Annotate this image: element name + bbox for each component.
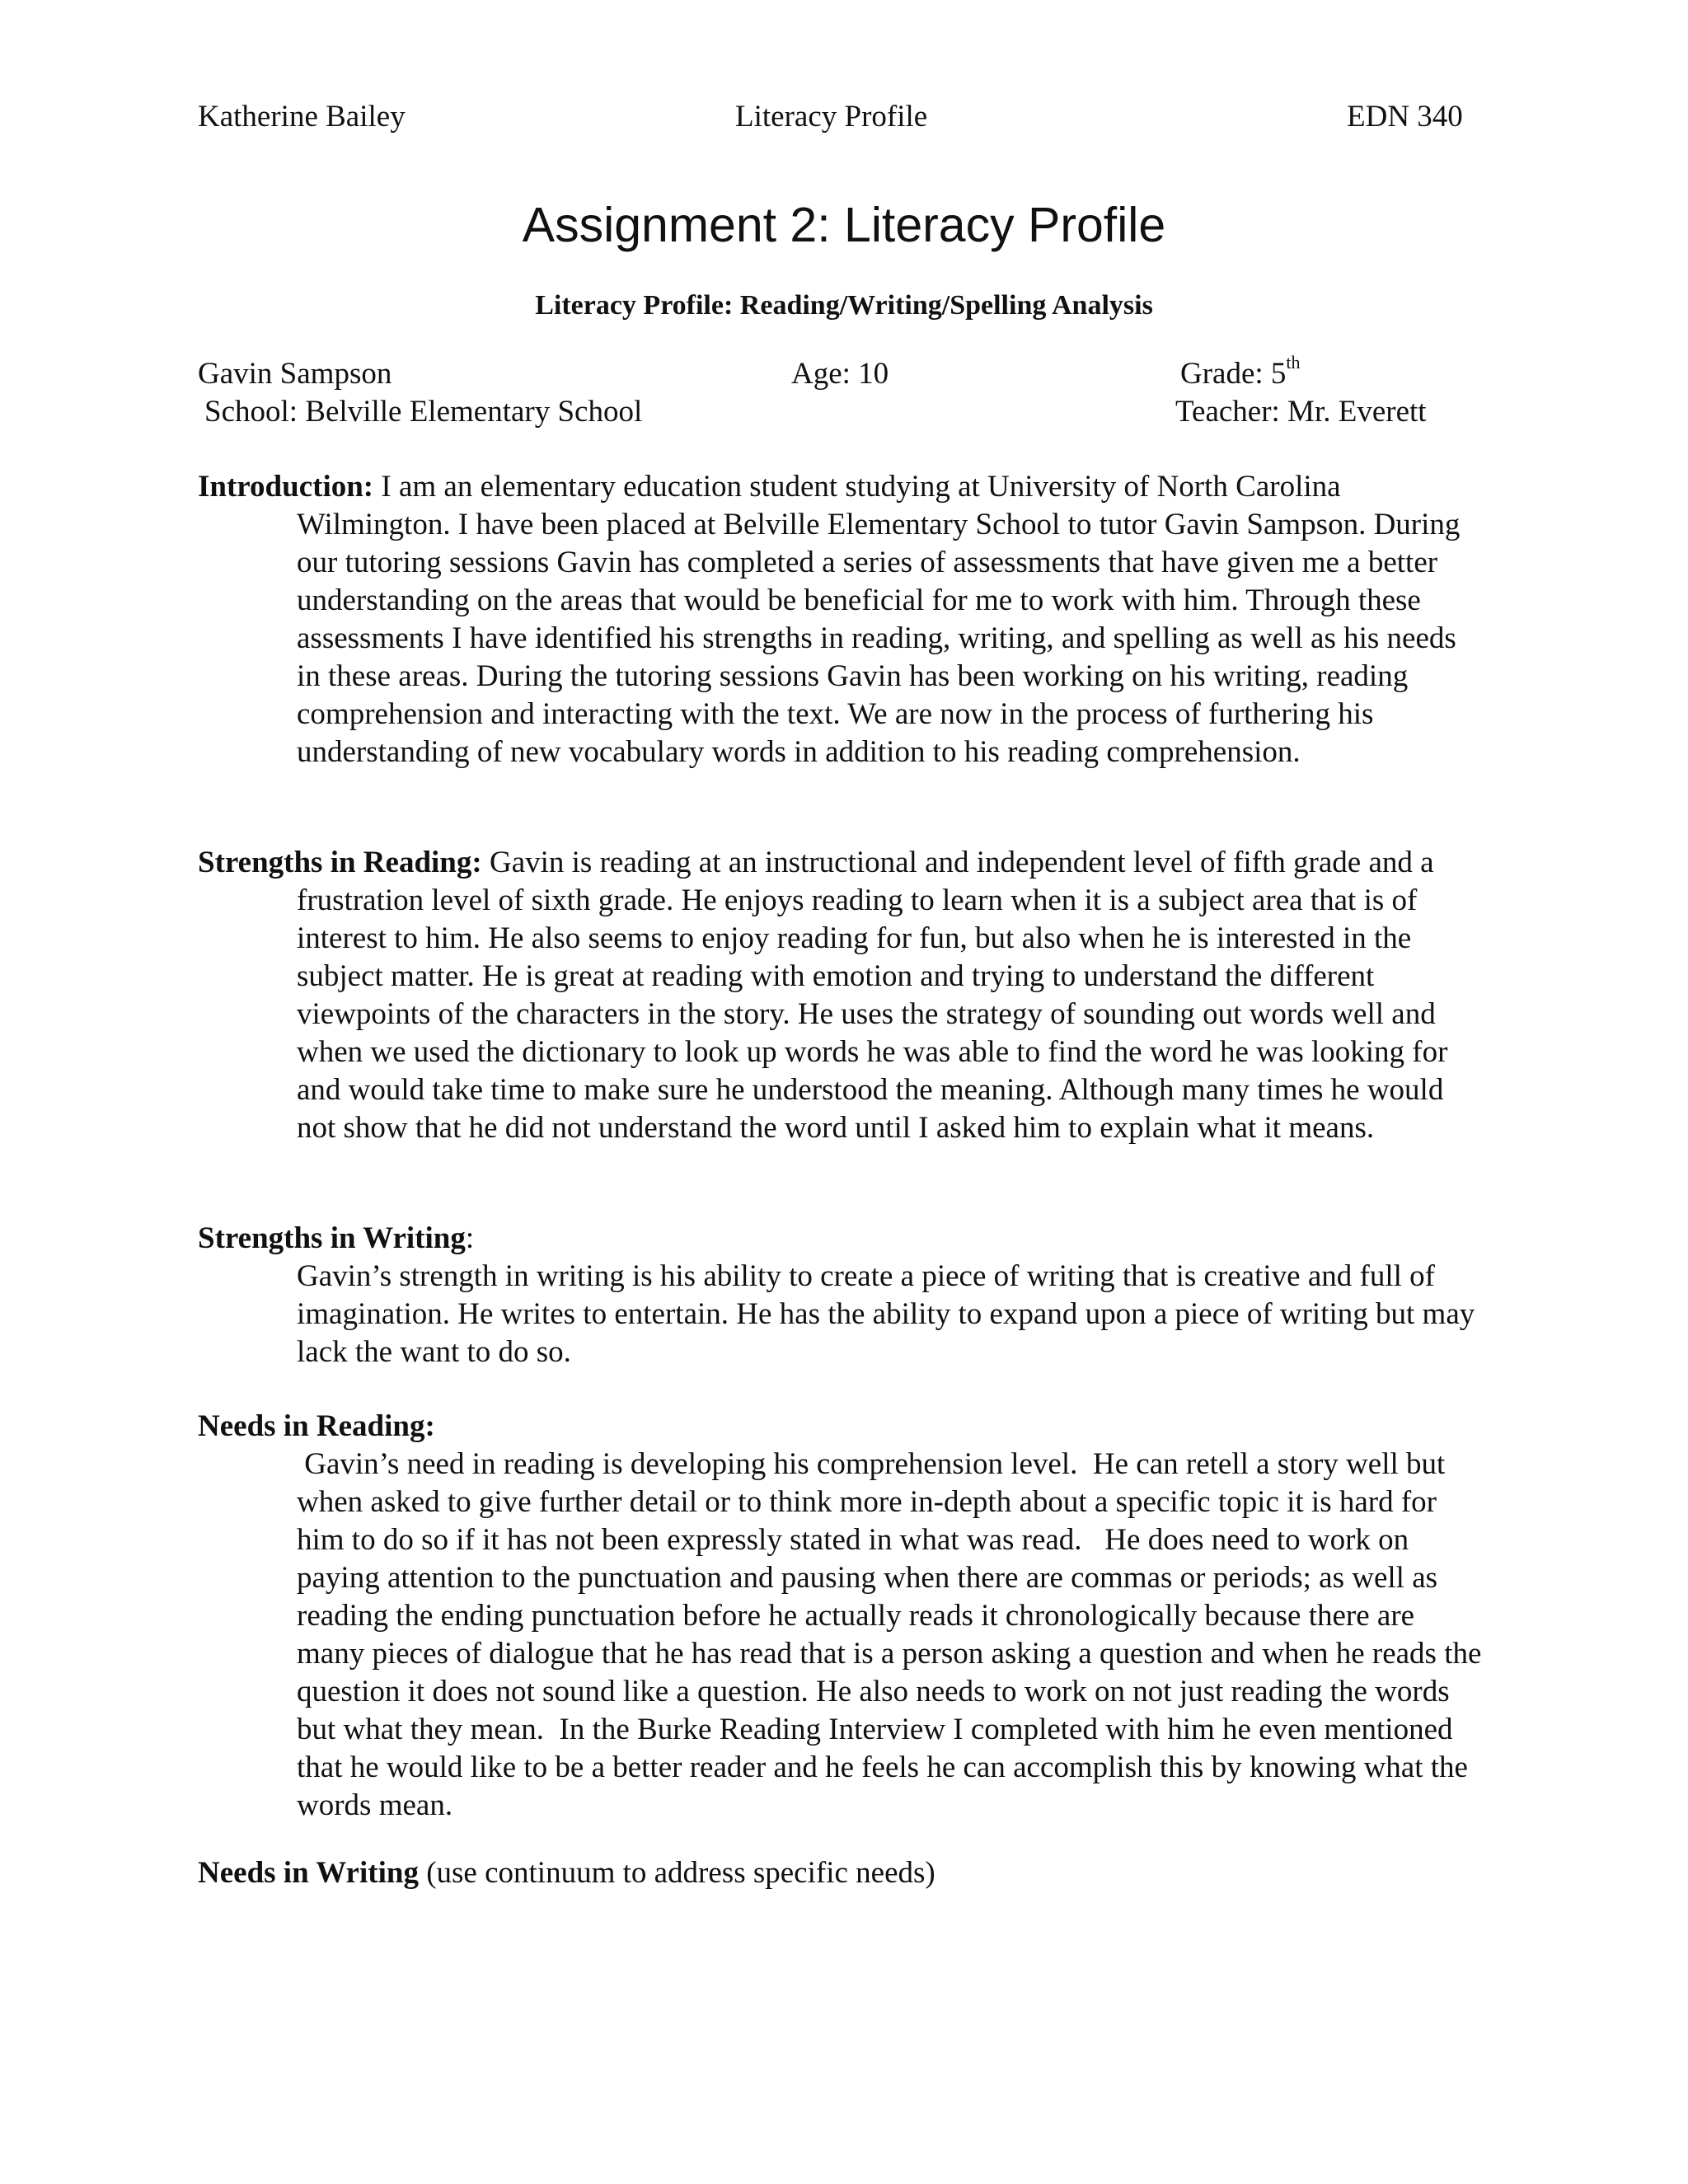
strengths-reading-paragraph xyxy=(198,844,1484,1147)
introduction-paragraph xyxy=(198,468,1484,771)
page-subtitle: Literacy Profile: Reading/Writing/Spelling Analysis xyxy=(535,290,1153,321)
student-teacher: Teacher: Mr. Everett xyxy=(1175,395,1427,429)
needs-writing-paragraph xyxy=(198,1854,1484,1892)
needs-writing-text: (use continuum to address specific needs) xyxy=(418,1856,935,1890)
strengths-writing-colon: : xyxy=(465,1221,475,1255)
header-author: Katherine Bailey xyxy=(198,100,406,134)
introduction-label: Introduction: xyxy=(198,470,374,504)
needs-writing-label: Needs in Writing xyxy=(198,1856,419,1890)
strengths-reading-label: Strengths in Reading: xyxy=(198,846,482,879)
strengths-writing-text: Gavin’s strength in writing is his ability to create a piece of writing that is creative and full of imagination. He writes to entertain. He has the ability to expand upon a piece of writing but may lack the want to do so. xyxy=(297,1259,1475,1369)
needs-reading-text: Gavin’s need in reading is developing his comprehension level. He can retell a story well but when asked to give further detail or to think more in-depth about a specific topic it is hard for him to do so if it has not been expressly stated in what was read. He does need to work on paying attention to the punctuation and pausing when there are commas or periods; as well as reading the ending punctuation before he actually reads it chronologically because there are many pieces of dialogue that he has read that is a person asking a question and when he reads the question it does not sound like a question. He also needs to work on not just reading the words but what they mean. In the Burke Reading Interview I completed with him he even mentioned that he would like to be a better reader and he feels he can accomplish this by knowing what the words mean. xyxy=(297,1447,1489,1822)
section-introduction xyxy=(198,468,1484,771)
needs-reading-label: Needs in Reading: xyxy=(198,1409,435,1443)
strengths-writing-label: Strengths in Writing xyxy=(198,1221,466,1255)
header-course: EDN 340 xyxy=(1347,100,1463,134)
section-strengths-reading xyxy=(198,844,1484,1147)
section-needs-writing xyxy=(198,1854,1484,1892)
header-doc-title: Literacy Profile xyxy=(735,100,928,134)
section-needs-reading xyxy=(198,1408,1489,1825)
section-strengths-writing xyxy=(198,1220,1484,1371)
strengths-reading-text: Gavin is reading at an instructional and independent level of fifth grade and a frustration level of sixth grade. He enjoys reading to learn when it is a subject area that is of interest to him. He also seems to enjoy reading for fun, but also when he is interested in the subject matter. He is great at reading with emotion and trying to understand the different viewpoints of the characters in the story. He uses the strategy of sounding out words well and when we used the dictionary to look up words he was able to find the word he was looking for and would take time to make sure he understood the meaning. Although many times he would not show that he did not understand the word until I asked him to explain what it means. xyxy=(297,846,1448,1145)
strengths-writing-heading xyxy=(198,1220,1484,1258)
introduction-text: I am an elementary education student studying at University of North Carolina Wilmington. I have been placed at Belville Elementary School to tutor Gavin Sampson. During our tutoring sessions Gavin has completed a series of assessments that have given me a better understanding on the areas that would be beneficial for me to work with him. Through these assessments I have identified his strengths in reading, writing, and spelling as well as his needs in these areas. During the tutoring sessions Gavin has been working on his writing, reading comprehension and interacting with the text. We are now in the process of furthering his understanding of new vocabulary words in addition to his reading comprehension. xyxy=(297,470,1461,769)
page-title: Assignment 2: Literacy Profile xyxy=(522,198,1166,252)
student-grade xyxy=(1180,352,1301,392)
student-grade-suffix: th xyxy=(1286,352,1301,373)
student-age: Age: 10 xyxy=(791,357,889,391)
student-school: School: Belville Elementary School xyxy=(204,395,643,429)
student-name: Gavin Sampson xyxy=(198,357,392,391)
student-grade-value: Grade: 5 xyxy=(1180,357,1287,391)
